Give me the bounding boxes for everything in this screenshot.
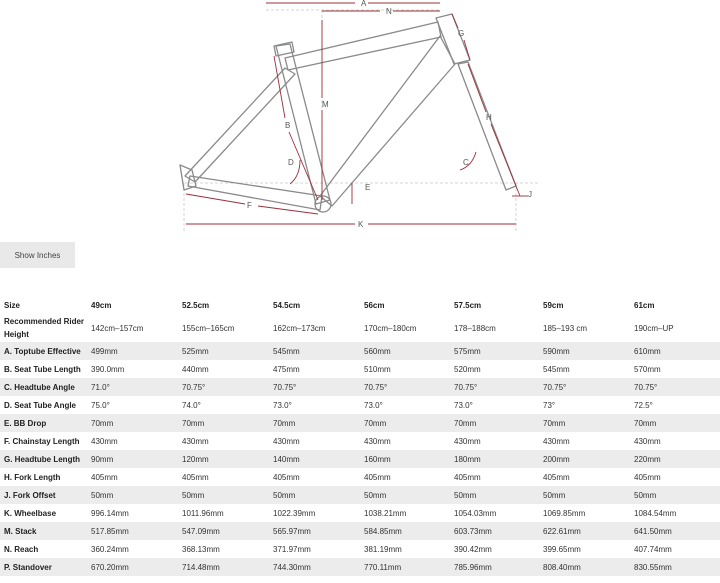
bike-frame (180, 14, 516, 212)
cell: 70mm (539, 414, 630, 432)
table-row (0, 314, 720, 342)
row-label: B. Seat Tube Length (4, 364, 81, 374)
cell: 70.75° (269, 378, 360, 396)
cell: 399.65mm (543, 544, 581, 554)
dim-label-j: J (528, 190, 532, 199)
row-label: E. BB Drop (0, 414, 87, 432)
cell: 1022.39mm (273, 508, 316, 518)
dim-label-c: C (463, 158, 469, 167)
row-label: D. Seat Tube Angle (4, 400, 77, 410)
cell: 160mm (360, 450, 450, 468)
cell: 575mm (450, 342, 539, 360)
cell: 545mm (269, 342, 360, 360)
cell: 499mm (87, 342, 178, 360)
table-row (0, 504, 720, 522)
cell: 50mm (539, 486, 630, 504)
cell: 525mm (178, 342, 269, 360)
table-row (0, 432, 720, 450)
header-size-49: 49cm (91, 300, 112, 310)
cell: 371.97mm (273, 544, 311, 554)
header-size: Size (4, 300, 21, 310)
cell: 430mm (543, 436, 570, 446)
cell: 405mm (634, 472, 661, 482)
cell: 1011.96mm (182, 508, 224, 518)
cell: 390.42mm (454, 544, 492, 554)
cell: 170cm–180cm (364, 323, 417, 333)
header-size-57-5: 57.5cm (454, 300, 482, 310)
cell: 565.97mm (269, 522, 360, 540)
cell: 50mm (450, 486, 539, 504)
show-inches-button[interactable]: Show Inches (0, 242, 75, 268)
cell: 545mm (543, 364, 570, 374)
table-header-row (0, 296, 720, 314)
cell: 220mm (630, 450, 720, 468)
row-label: G. Headtube Length (0, 450, 87, 468)
table-row (0, 414, 720, 432)
cell: 162cm–173cm (273, 323, 326, 333)
cell: 50mm (269, 486, 360, 504)
cell: 120mm (178, 450, 269, 468)
cell: 70.75° (450, 378, 539, 396)
cell: 570mm (634, 364, 661, 374)
dim-label-d: D (288, 158, 294, 167)
table-row (0, 360, 720, 378)
cell: 430mm (364, 436, 391, 446)
cell: 140mm (269, 450, 360, 468)
cell: 155cm–165cm (182, 323, 235, 333)
cell: 50mm (360, 486, 450, 504)
row-label: M. Stack (0, 522, 87, 540)
cell: 70mm (360, 414, 450, 432)
cell: 603.73mm (450, 522, 539, 540)
cell: 390.0mm (91, 364, 125, 374)
cell: 70mm (87, 414, 178, 432)
cell: 75.0° (91, 400, 110, 410)
cell: 180mm (450, 450, 539, 468)
cell: 547.09mm (178, 522, 269, 540)
cell: 72.5° (634, 400, 653, 410)
dim-label-n: N (386, 7, 392, 16)
cell: 430mm (634, 436, 661, 446)
cell: 70mm (450, 414, 539, 432)
cell: 190cm–UP (634, 323, 674, 333)
table-row (0, 450, 720, 468)
cell: 610mm (630, 342, 720, 360)
cell: 1038.21mm (364, 508, 407, 518)
row-label: H. Fork Length (4, 472, 61, 482)
cell: 70mm (630, 414, 720, 432)
dim-label-m: M (322, 100, 329, 109)
cell: 744.30mm (269, 558, 360, 576)
geometry-table (0, 296, 720, 576)
cell: 90mm (87, 450, 178, 468)
cell: 1069.85mm (543, 508, 586, 518)
cell: 440mm (182, 364, 209, 374)
cell: 517.85mm (87, 522, 178, 540)
row-label: C. Headtube Angle (0, 378, 87, 396)
cell: 360.24mm (91, 544, 129, 554)
cell: 50mm (178, 486, 269, 504)
dim-label-g: G (458, 29, 465, 38)
dim-label-k: K (358, 220, 364, 229)
row-label: K. Wheelbase (4, 508, 57, 518)
cell: 50mm (630, 486, 720, 504)
cell: 590mm (539, 342, 630, 360)
cell: 670.20mm (87, 558, 178, 576)
cell: 405mm (364, 472, 391, 482)
table-row (0, 342, 720, 360)
cell: 430mm (182, 436, 209, 446)
dim-label-h: H (486, 113, 492, 122)
table-row (0, 486, 720, 504)
cell: 714.48mm (178, 558, 269, 576)
cell: 560mm (360, 342, 450, 360)
cell: 430mm (454, 436, 481, 446)
row-label: Recommended Rider Height (4, 317, 85, 339)
cell: 185–193 cm (543, 323, 588, 333)
table-row (0, 378, 720, 396)
cell: 584.85mm (360, 522, 450, 540)
cell: 73.0° (454, 400, 473, 410)
cell: 73° (543, 400, 556, 410)
cell: 641.50mm (630, 522, 720, 540)
cell: 368.13mm (182, 544, 220, 554)
dim-label-f: F (247, 201, 252, 210)
cell: 200mm (539, 450, 630, 468)
table-row (0, 558, 720, 576)
header-size-61: 61cm (634, 300, 655, 310)
cell: 405mm (273, 472, 300, 482)
table-row (0, 540, 720, 558)
cell: 1054.03mm (454, 508, 497, 518)
header-size-52-5: 52.5cm (182, 300, 210, 310)
cell: 74.0° (182, 400, 201, 410)
cell: 50mm (87, 486, 178, 504)
cell: 405mm (182, 472, 209, 482)
dim-label-a: A (361, 0, 367, 8)
cell: 70mm (269, 414, 360, 432)
cell: 381.19mm (364, 544, 402, 554)
cell: 71.0° (87, 378, 178, 396)
row-label: F. Chainstay Length (4, 436, 80, 446)
dim-label-b: B (285, 121, 291, 130)
cell: 996.14mm (91, 508, 129, 518)
table-row (0, 522, 720, 540)
cell: 622.61mm (539, 522, 630, 540)
cell: 142cm–157cm (91, 323, 144, 333)
dim-label-e: E (365, 183, 371, 192)
table-row (0, 396, 720, 414)
cell: 70.75° (178, 378, 269, 396)
header-size-59: 59cm (543, 300, 564, 310)
cell: 70.75° (539, 378, 630, 396)
cell: 405mm (91, 472, 118, 482)
cell: 70mm (178, 414, 269, 432)
row-label: J. Fork Offset (0, 486, 87, 504)
header-size-56: 56cm (364, 300, 385, 310)
row-label: N. Reach (4, 544, 39, 554)
cell: 73.0° (273, 400, 292, 410)
cell: 430mm (91, 436, 118, 446)
cell: 770.11mm (360, 558, 450, 576)
frame-geometry-diagram (0, 0, 720, 240)
cell: 785.96mm (450, 558, 539, 576)
cell: 520mm (454, 364, 481, 374)
table-row (0, 468, 720, 486)
row-label: P. Standover (0, 558, 87, 576)
cell: 178–188cm (454, 323, 496, 333)
cell: 475mm (273, 364, 300, 374)
cell: 405mm (454, 472, 481, 482)
cell: 73.0° (364, 400, 383, 410)
cell: 510mm (364, 364, 391, 374)
cell: 70.75° (360, 378, 450, 396)
header-size-54-5: 54.5cm (273, 300, 301, 310)
cell: 830.55mm (630, 558, 720, 576)
cell: 70.75° (630, 378, 720, 396)
cell: 808.40mm (539, 558, 630, 576)
row-label: A. Toptube Effective (0, 342, 87, 360)
cell: 430mm (273, 436, 300, 446)
cell: 1084.54mm (634, 508, 677, 518)
cell: 407.74mm (634, 544, 672, 554)
cell: 405mm (543, 472, 570, 482)
